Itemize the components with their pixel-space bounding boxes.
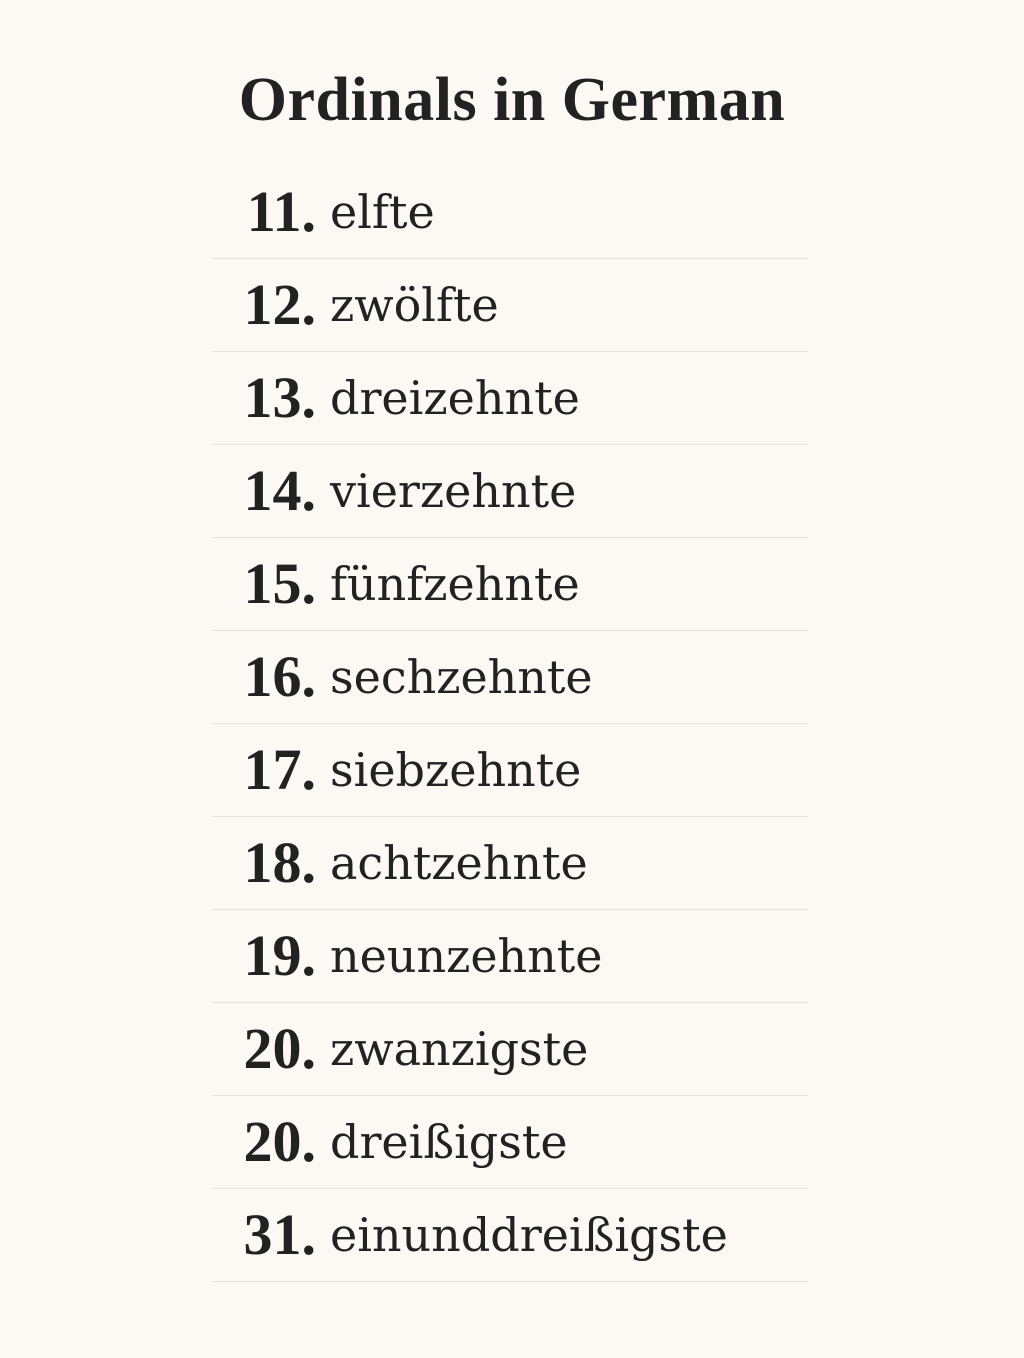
- list-item: [212, 724, 808, 817]
- ordinal-word: achtzehnte: [330, 836, 588, 890]
- list-item: [212, 817, 808, 910]
- ordinal-number: 14.: [243, 458, 316, 523]
- ordinal-number: 19.: [243, 923, 316, 988]
- ordinal-number: 17.: [243, 737, 316, 802]
- page-title: Ordinals in German: [238, 66, 786, 134]
- ordinal-number: 15.: [243, 551, 316, 616]
- ordinal-word: fünfzehnte: [330, 557, 580, 611]
- ordinal-word: siebzehnte: [330, 743, 582, 797]
- list-item: [212, 445, 808, 538]
- ordinal-word: einunddreißigste: [330, 1208, 728, 1262]
- ordinal-number: 18.: [243, 830, 316, 895]
- ordinal-word: dreißigste: [330, 1115, 568, 1169]
- ordinal-number: 11.: [246, 179, 316, 244]
- ordinal-number: 20.: [243, 1109, 316, 1174]
- ordinal-number: 20.: [243, 1016, 316, 1081]
- ordinal-word: elfte: [330, 185, 435, 239]
- ordinal-word: vierzehnte: [330, 464, 577, 518]
- ordinal-list: [212, 166, 808, 1282]
- list-item: [212, 259, 808, 352]
- ordinal-word: sechzehnte: [330, 650, 593, 704]
- list-item: [212, 166, 808, 259]
- list-item: [212, 1096, 808, 1189]
- ordinal-word: zwölfte: [330, 278, 499, 332]
- ordinal-number: 31.: [243, 1202, 316, 1267]
- list-item: [212, 538, 808, 631]
- ordinal-number: 13.: [243, 365, 316, 430]
- list-item: [212, 631, 808, 724]
- ordinal-word: dreizehnte: [330, 371, 580, 425]
- ordinal-word: neunzehnte: [330, 929, 603, 983]
- list-item: [212, 1003, 808, 1096]
- ordinal-number: 16.: [243, 644, 316, 709]
- list-item: [212, 352, 808, 445]
- ordinal-word: zwanzigste: [330, 1022, 589, 1076]
- list-item: [212, 910, 808, 1003]
- ordinal-number: 12.: [243, 272, 316, 337]
- list-item: [212, 1189, 808, 1282]
